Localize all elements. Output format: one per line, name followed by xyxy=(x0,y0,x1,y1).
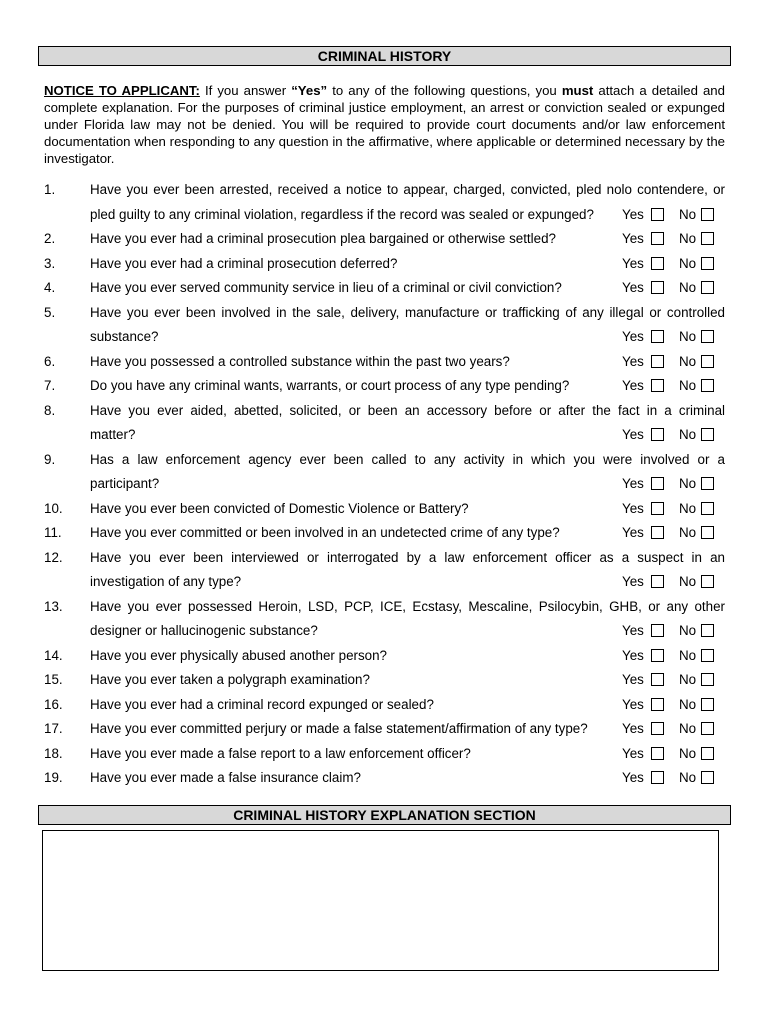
no-checkbox[interactable] xyxy=(701,624,714,637)
yes-label: Yes xyxy=(622,623,644,638)
no-label: No xyxy=(679,648,697,663)
question-number: 15. xyxy=(44,672,63,687)
question-number: 1. xyxy=(44,182,56,197)
yes-label: Yes xyxy=(622,721,644,736)
no-label: No xyxy=(679,697,697,712)
yes-checkbox[interactable] xyxy=(651,698,664,711)
yes-no-answer xyxy=(622,354,726,370)
no-label: No xyxy=(679,672,697,687)
yes-checkbox[interactable] xyxy=(651,281,664,294)
no-label: No xyxy=(679,574,697,589)
question-text: Has a law enforcement agency ever been called to any activity in which you were involved or a xyxy=(90,452,725,467)
yes-no-answer xyxy=(622,746,726,762)
section-title-criminal-history: CRIMINAL HISTORY xyxy=(38,46,731,66)
question-text: Have you possessed a controlled substance within the past two years? xyxy=(90,354,510,369)
yes-label: Yes xyxy=(622,697,644,712)
yes-no-answer xyxy=(622,476,726,492)
no-label: No xyxy=(679,329,697,344)
question-text-continued: investigation of any type? xyxy=(90,574,242,589)
yes-no-answer xyxy=(622,574,726,590)
notice-text-3: attach a detailed and complete explanation. For the purposes of criminal justice employment, an arrest or conviction sealed or expunged under Florida law may not be denied. You will be required to provide court documents and/or law enforcement documentation when responding to any question in the affirmative, where applicable or determined necessary by the investigator. xyxy=(44,83,725,166)
yes-no-answer xyxy=(622,697,726,713)
no-label: No xyxy=(679,427,697,442)
notice-yes-word: “Yes” xyxy=(291,83,328,98)
no-checkbox[interactable] xyxy=(701,428,714,441)
no-checkbox[interactable] xyxy=(701,722,714,735)
no-label: No xyxy=(679,280,697,295)
yes-label: Yes xyxy=(622,354,644,369)
no-label: No xyxy=(679,623,697,638)
yes-checkbox[interactable] xyxy=(651,575,664,588)
no-checkbox[interactable] xyxy=(701,330,714,343)
question-text: Have you ever physically abused another person? xyxy=(90,648,388,663)
question-text-continued: pled guilty to any criminal violation, regardless if the record was sealed or expunged? xyxy=(90,207,594,222)
question-text-continued: matter? xyxy=(90,427,136,442)
yes-label: Yes xyxy=(622,672,644,687)
question-number: 9. xyxy=(44,452,56,467)
yes-no-answer xyxy=(622,672,726,688)
no-label: No xyxy=(679,721,697,736)
yes-label: Yes xyxy=(622,256,644,271)
no-checkbox[interactable] xyxy=(701,208,714,221)
no-label: No xyxy=(679,207,697,222)
question-text: Have you ever had a criminal record expunged or sealed? xyxy=(90,697,434,712)
no-checkbox[interactable] xyxy=(701,526,714,539)
yes-no-answer xyxy=(622,721,726,737)
yes-checkbox[interactable] xyxy=(651,624,664,637)
no-label: No xyxy=(679,770,697,785)
yes-no-answer xyxy=(622,501,726,517)
no-checkbox[interactable] xyxy=(701,232,714,245)
yes-checkbox[interactable] xyxy=(651,428,664,441)
question-text-continued: participant? xyxy=(90,476,160,491)
question-text: Have you ever had a criminal prosecution plea bargained or otherwise settled? xyxy=(90,231,556,246)
yes-no-answer xyxy=(622,378,726,394)
question-text: Have you ever aided, abetted, solicited, or been an accessory before or after the fact in a criminal xyxy=(90,403,725,418)
no-label: No xyxy=(679,231,697,246)
no-checkbox[interactable] xyxy=(701,673,714,686)
yes-checkbox[interactable] xyxy=(651,379,664,392)
question-number: 10. xyxy=(44,501,63,516)
notice-text-2: to any of the following questions, you xyxy=(327,83,562,98)
question-text: Have you ever made a false report to a law enforcement officer? xyxy=(90,746,471,761)
no-label: No xyxy=(679,525,697,540)
no-label: No xyxy=(679,378,697,393)
yes-label: Yes xyxy=(622,574,644,589)
question-number: 3. xyxy=(44,256,56,271)
question-text: Have you ever been convicted of Domestic Violence or Battery? xyxy=(90,501,469,516)
no-label: No xyxy=(679,354,697,369)
yes-label: Yes xyxy=(622,476,644,491)
yes-label: Yes xyxy=(622,329,644,344)
yes-checkbox[interactable] xyxy=(651,649,664,662)
yes-label: Yes xyxy=(622,207,644,222)
question-number: 2. xyxy=(44,231,56,246)
yes-checkbox[interactable] xyxy=(651,257,664,270)
yes-checkbox[interactable] xyxy=(651,722,664,735)
yes-no-answer xyxy=(622,256,726,272)
question-text: Have you ever served community service in lieu of a criminal or civil conviction? xyxy=(90,280,562,295)
yes-label: Yes xyxy=(622,231,644,246)
no-label: No xyxy=(679,746,697,761)
no-checkbox[interactable] xyxy=(701,477,714,490)
notice-must-word: must xyxy=(561,83,594,98)
yes-checkbox[interactable] xyxy=(651,747,664,760)
no-checkbox[interactable] xyxy=(701,698,714,711)
question-text-continued: designer or hallucinogenic substance? xyxy=(90,623,318,638)
yes-checkbox[interactable] xyxy=(651,330,664,343)
question-number: 8. xyxy=(44,403,56,418)
no-label: No xyxy=(679,256,697,271)
yes-no-answer xyxy=(622,648,726,664)
yes-checkbox[interactable] xyxy=(651,355,664,368)
yes-no-answer xyxy=(622,280,726,296)
yes-no-answer xyxy=(622,525,726,541)
no-label: No xyxy=(679,476,697,491)
no-checkbox[interactable] xyxy=(701,502,714,515)
question-text: Have you ever committed perjury or made a false statement/affirmation of any type? xyxy=(90,721,588,736)
question-text: Have you ever possessed Heroin, LSD, PCP, ICE, Ecstasy, Mescaline, Psilocybin, GHB, or any other xyxy=(90,599,725,614)
question-number: 18. xyxy=(44,746,63,761)
yes-no-answer xyxy=(622,427,726,443)
yes-no-answer xyxy=(622,770,726,786)
yes-checkbox[interactable] xyxy=(651,232,664,245)
question-text: Have you ever had a criminal prosecution deferred? xyxy=(90,256,398,271)
notice-to-applicant xyxy=(44,82,725,167)
question-number: 6. xyxy=(44,354,56,369)
question-text: Do you have any criminal wants, warrants, or court process of any type pending? xyxy=(90,378,570,393)
no-checkbox[interactable] xyxy=(701,649,714,662)
no-checkbox[interactable] xyxy=(701,771,714,784)
yes-label: Yes xyxy=(622,378,644,393)
question-number: 12. xyxy=(44,550,63,565)
question-text: Have you ever committed or been involved in an undetected crime of any type? xyxy=(90,525,560,540)
yes-label: Yes xyxy=(622,501,644,516)
explanation-text-area[interactable] xyxy=(42,830,719,971)
question-number: 19. xyxy=(44,770,63,785)
yes-checkbox[interactable] xyxy=(651,502,664,515)
notice-lead: NOTICE TO APPLICANT: xyxy=(44,83,200,98)
yes-checkbox[interactable] xyxy=(651,526,664,539)
question-number: 16. xyxy=(44,697,63,712)
section-title-explanation: CRIMINAL HISTORY EXPLANATION SECTION xyxy=(38,805,731,825)
question-number: 5. xyxy=(44,305,56,320)
question-number: 4. xyxy=(44,280,56,295)
no-checkbox[interactable] xyxy=(701,281,714,294)
yes-label: Yes xyxy=(622,648,644,663)
yes-checkbox[interactable] xyxy=(651,208,664,221)
no-label: No xyxy=(679,501,697,516)
yes-label: Yes xyxy=(622,770,644,785)
yes-label: Yes xyxy=(622,427,644,442)
yes-checkbox[interactable] xyxy=(651,673,664,686)
question-text: Have you ever been interviewed or interrogated by a law enforcement officer as a suspect in an xyxy=(90,550,725,565)
question-number: 14. xyxy=(44,648,63,663)
yes-no-answer xyxy=(622,231,726,247)
no-checkbox[interactable] xyxy=(701,379,714,392)
yes-no-answer xyxy=(622,623,726,639)
yes-label: Yes xyxy=(622,525,644,540)
no-checkbox[interactable] xyxy=(701,355,714,368)
question-text: Have you ever made a false insurance claim? xyxy=(90,770,361,785)
question-text: Have you ever been arrested, received a notice to appear, charged, convicted, pled nolo contendere, or xyxy=(90,182,725,197)
yes-checkbox[interactable] xyxy=(651,771,664,784)
question-number: 17. xyxy=(44,721,63,736)
question-text: Have you ever taken a polygraph examination? xyxy=(90,672,370,687)
yes-no-answer xyxy=(622,207,726,223)
question-number: 7. xyxy=(44,378,56,393)
yes-no-answer xyxy=(622,329,726,345)
no-checkbox[interactable] xyxy=(701,257,714,270)
question-number: 11. xyxy=(44,525,62,540)
yes-label: Yes xyxy=(622,746,644,761)
question-text: Have you ever been involved in the sale, delivery, manufacture or trafficking of any illegal or controlled xyxy=(90,305,725,320)
no-checkbox[interactable] xyxy=(701,575,714,588)
notice-text-1: If you answer xyxy=(199,83,292,98)
yes-checkbox[interactable] xyxy=(651,477,664,490)
yes-label: Yes xyxy=(622,280,644,295)
question-number: 13. xyxy=(44,599,63,614)
no-checkbox[interactable] xyxy=(701,747,714,760)
question-text-continued: substance? xyxy=(90,329,159,344)
